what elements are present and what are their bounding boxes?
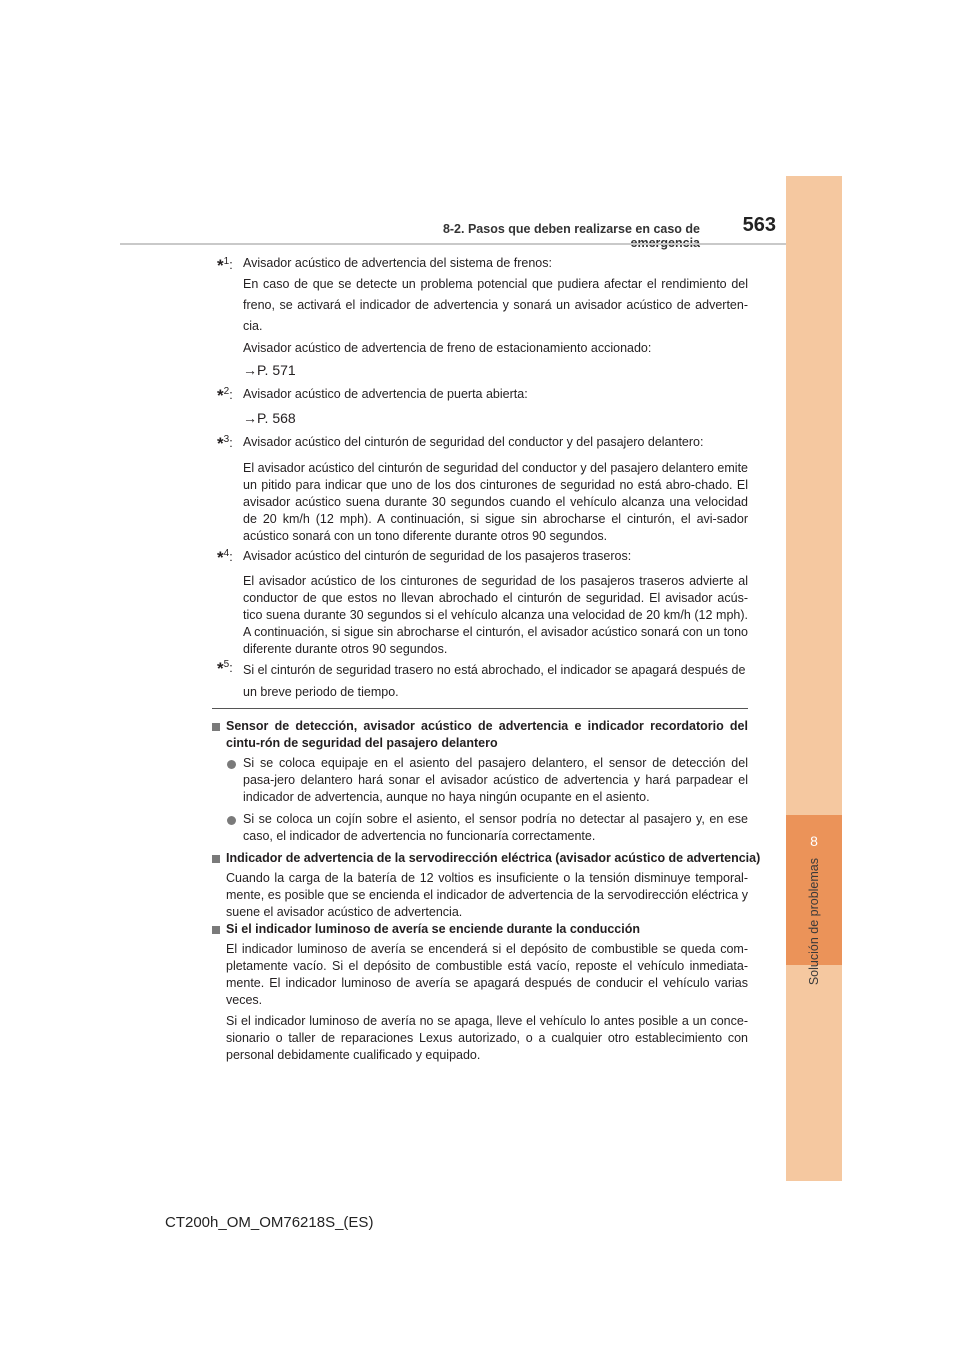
footnote-title: Avisador acústico del cinturón de seguridad del conductor y del pasajero delantero: xyxy=(243,435,704,449)
page-reference-link[interactable]: →P. 571 xyxy=(243,362,296,378)
footnote-extra: Avisador acústico de advertencia de freno de estacionamiento accionado: xyxy=(243,341,652,355)
document-code: CT200h_OM_OM76218S_(ES) xyxy=(165,1214,374,1231)
chapter-number: 8 xyxy=(810,833,818,849)
section-paragraph: El indicador luminoso de avería se encenderá si el depósito de combustible se queda com-pletamente vacío. Si el depósito de combustible está vacío, reposte el vehículo inmediata-mente. El indicador luminoso de avería se apagará después de conducir el vehículo varias veces. xyxy=(226,942,748,1007)
page-reference-link[interactable]: →P. 568 xyxy=(243,410,296,426)
footnote-body: El avisador acústico del cinturón de seguridad del conductor y del pasajero delantero emite un pitido para indicar que uno de los dos cinturones de seguridad no está abro-chado. El avisador acústico suena durante 30 segundos cuando el vehículo alcanza una velocidad de 20 km/h (12 mph). A continuación, si sigue sin abrocharse el cinturón, el avi-sador acústico sonará con un tono diferente durante otros 90 segundos. xyxy=(243,461,748,543)
header-divider xyxy=(120,243,786,245)
page-number: 563 xyxy=(742,214,776,236)
footnote-marker: *$^5$: xyxy=(217,659,233,679)
bullet-text: Si se coloca equipaje en el asiento del pasajero delantero, el sensor de detección del pasa-jero delantero hará sonar el avisador acústico de advertencia y hará parpadear el indicador de advertencia, aunque no haya ningún ocupante en el asiento. xyxy=(243,756,748,804)
footnote-marker: *$^1$: xyxy=(217,256,233,276)
section-paragraph: Cuando la carga de la batería de 12 voltios es insuficiente o la tensión disminuye temporal-mente, es posible que se encienda el indicador de advertencia de la servodirección eléctrica y suene el avisador acústico de advertencia. xyxy=(226,871,748,919)
section-divider xyxy=(212,708,748,709)
square-bullet-icon xyxy=(212,723,220,731)
section-header: 8-2. Pasos que deben realizarse en caso de xyxy=(442,222,700,236)
section-heading: Indicador de advertencia de la servodirección eléctrica (avisador acústico de advertencia) xyxy=(226,851,761,865)
circle-bullet-icon xyxy=(227,760,236,769)
footnote-body: En caso de que se detecte un problema potencial que pudiera afectar el rendimiento del freno, se activará el indicador de advertencia y sonará un avisador acústico de adverten-cia. xyxy=(243,277,748,333)
section-heading: Sensor de detección, avisador acústico de advertencia e indicador recordatorio del cintu-rón de seguridad del pasajero delantero xyxy=(226,719,748,750)
footnote-title: Si el cinturón de seguridad trasero no está abrochado, el indicador se apagará después de un breve periodo de tiempo. xyxy=(243,663,746,699)
section-heading: Si el indicador luminoso de avería se enciende durante la conducción xyxy=(226,922,641,936)
footnote-title: Avisador acústico de advertencia de puerta abierta: xyxy=(243,387,528,401)
footnote-marker: *$^3$: xyxy=(217,434,233,454)
square-bullet-icon xyxy=(212,855,220,863)
chapter-title xyxy=(786,858,842,986)
footnote-marker: *$^4$: xyxy=(217,548,233,568)
circle-bullet-icon xyxy=(227,816,236,825)
footnote-title: Avisador acústico de advertencia del sistema de frenos: xyxy=(243,256,552,270)
chapter-side-tab xyxy=(786,176,842,1181)
section-paragraph: Si el indicador luminoso de avería no se apaga, lleve el vehículo lo antes posible a un conce-sionario o taller de reparaciones Lexus autorizado, o a cualquier otro establecimiento con personal debidamente cualificado y equipado. xyxy=(226,1014,748,1062)
footnote-body: El avisador acústico de los cinturones de seguridad de los pasajeros traseros advierte al conductor de que estos no llevan abrochado el cinturón de seguridad. El avisador acús-tico suena durante 30 segundos si el vehículo alcanza una velocidad de 20 km/h (12 mph). A continuación, si sigue sin abrocharse el cinturón, el avisador acústico sonará con un tono diferente durante otros 90 segundos. xyxy=(243,574,748,656)
chapter-title-text: Solución de problemas xyxy=(807,858,821,986)
footnote-marker: *$^2$: xyxy=(217,386,233,406)
footnote-title: Avisador acústico del cinturón de seguridad de los pasajeros traseros: xyxy=(243,549,632,563)
bullet-text: Si se coloca un cojín sobre el asiento, el sensor podría no detectar al pasajero y, en ese caso, el indicador de advertencia no funcionaría correctamente. xyxy=(243,812,748,843)
square-bullet-icon xyxy=(212,926,220,934)
